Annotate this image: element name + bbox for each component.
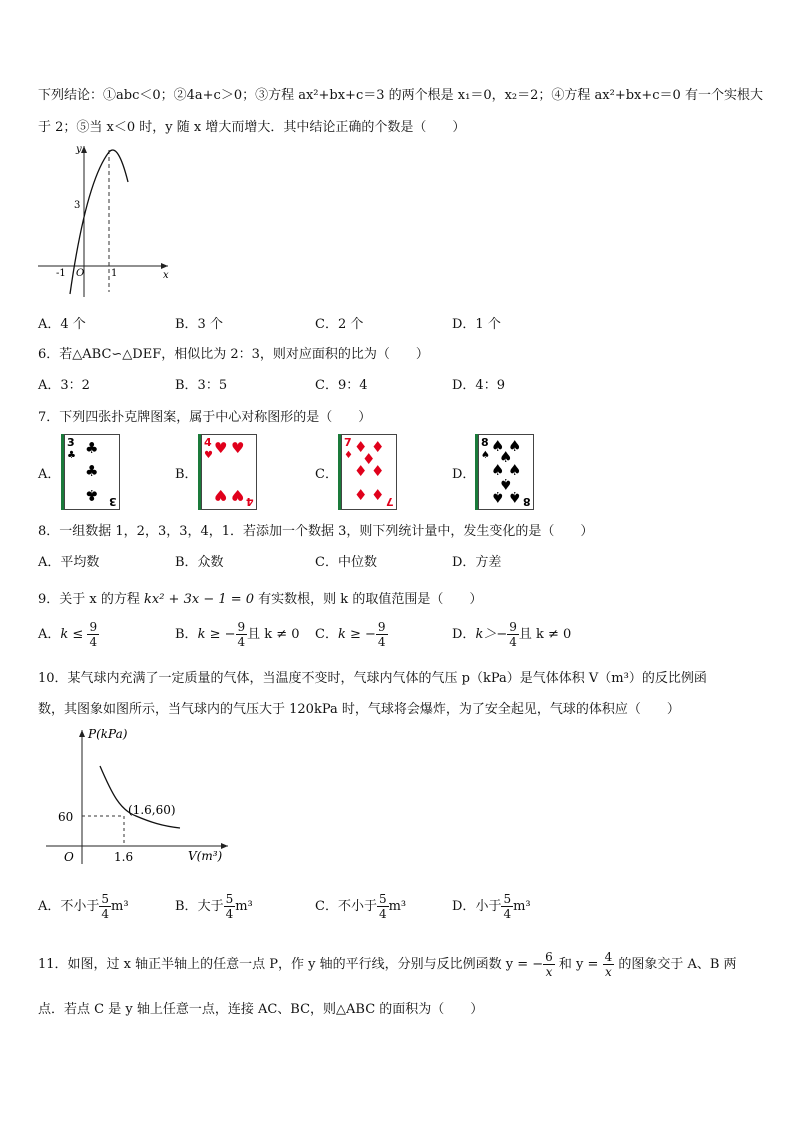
q9-b-num: 9 xyxy=(237,620,246,634)
q10-y-tick: 60 xyxy=(58,810,74,824)
diamond-icon: ♦ xyxy=(354,462,368,480)
q10-pressure-graph xyxy=(38,724,238,874)
q9-d-label: D． xyxy=(452,627,476,642)
q9-text xyxy=(38,588,482,607)
q11-pre: 11．如图，过 x 轴正半轴上的任意一点 P，作 y 轴的平行线，分别与反比例函数 y = − xyxy=(38,957,544,972)
card-d-rank-bottom: 8 xyxy=(523,495,531,508)
q6-option-b[interactable]: B．3：5 xyxy=(175,378,228,393)
q10-b-pre: 大于 xyxy=(197,899,224,914)
spade-icon: ♠ xyxy=(508,488,522,506)
q6-text: 6．若△ABC∽△DEF，相似比为 2：3，则对应面积的比为（ ） xyxy=(38,347,429,362)
q10-a-pre: 不小于 xyxy=(60,899,100,914)
q9-prefix: 9．关于 x 的方程 xyxy=(38,592,144,607)
q9-c-label: C． xyxy=(315,627,338,642)
q9-d-pre: k＞− xyxy=(475,627,508,642)
diamond-icon: ♦ xyxy=(371,486,385,504)
card-c[interactable] xyxy=(341,434,397,510)
q5-y-label: y xyxy=(76,144,82,155)
q10-b-den: 4 xyxy=(225,907,234,921)
q11-mid: 和 y = xyxy=(554,957,603,972)
q9-b-den: 4 xyxy=(237,635,246,649)
diamond-icon: ♦ xyxy=(362,450,376,468)
q5-option-c[interactable]: C．2 个 xyxy=(315,317,364,332)
q9-a-fraction xyxy=(87,620,99,649)
q9-c-den: 4 xyxy=(377,635,386,649)
card-c-rank-bottom: 7 xyxy=(386,495,394,508)
card-a-rank: 3 xyxy=(67,436,75,449)
q7-label-b[interactable]: B． xyxy=(175,467,198,482)
q10-origin: O xyxy=(64,850,74,864)
q10-b-num: 5 xyxy=(225,892,234,906)
heart-icon: ♥ xyxy=(214,439,228,457)
q10-d-label: D． xyxy=(452,899,476,914)
q10-a-den: 4 xyxy=(101,907,110,921)
q8-option-d[interactable]: D．方差 xyxy=(452,555,502,570)
diamond-icon: ♦ xyxy=(344,450,353,461)
q7-text: 7．下列四张扑克牌图案，属于中心对称图形的是（ ） xyxy=(38,410,372,425)
q10-d-pre: 小于 xyxy=(475,899,502,914)
q10-c-fraction xyxy=(377,892,389,921)
q6-option-c[interactable]: C．9：4 xyxy=(315,378,368,393)
card-d[interactable] xyxy=(478,434,534,510)
q5-parabola-graph xyxy=(36,142,176,302)
diamond-icon: ♦ xyxy=(371,462,385,480)
club-icon: ♣ xyxy=(85,439,99,457)
heart-icon: ♥ xyxy=(231,486,245,504)
q9-option-c[interactable] xyxy=(315,620,388,649)
q6-option-d[interactable]: D．4：9 xyxy=(452,378,505,393)
q7-label-a[interactable]: A． xyxy=(38,467,61,482)
card-b[interactable] xyxy=(201,434,257,510)
q11-f2-num: 4 xyxy=(604,950,613,964)
q9-d-den: 4 xyxy=(509,635,517,649)
diamond-icon: ♦ xyxy=(371,438,385,456)
card-d-rank: 8 xyxy=(481,436,489,449)
q7-label-c[interactable]: C． xyxy=(315,467,338,482)
q9-c-fraction xyxy=(376,620,388,649)
card-b-rank: 4 xyxy=(204,436,212,449)
q9-a-den: 4 xyxy=(89,635,98,649)
q8-option-a[interactable]: A．平均数 xyxy=(38,555,100,570)
club-icon: ♣ xyxy=(67,450,76,461)
q10-a-num: 5 xyxy=(101,892,110,906)
spade-icon: ♠ xyxy=(499,448,513,466)
q10-d-num: 5 xyxy=(503,892,512,906)
q10-c-unit: m³ xyxy=(388,899,407,914)
q10-c-num: 5 xyxy=(378,892,387,906)
q10-d-fraction xyxy=(501,892,513,921)
q9-b-fraction xyxy=(236,620,248,649)
q10-a-fraction xyxy=(99,892,111,921)
q9-equation: kx² + 3x − 1 = 0 xyxy=(144,592,255,607)
spade-icon: ♠ xyxy=(481,450,490,461)
q9-c-num: 9 xyxy=(377,620,386,634)
q5-line1: 下列结论：①abc＜0；②4a+c＞0；③方程 ax²+bx+c＝3 的两个根是 x₁＝0，x₂＝2；④方程 ax²+bx+c＝0 有一个实根大 xyxy=(38,88,763,103)
heart-icon: ♥ xyxy=(231,439,245,457)
q11-post: 的图象交于 A、B 两 xyxy=(614,957,737,972)
q9-a-pre: k ≤ xyxy=(60,627,88,642)
q10-x-tick: 1.6 xyxy=(114,850,134,864)
diamond-icon: ♦ xyxy=(354,438,368,456)
q11-fraction-1 xyxy=(543,950,555,979)
spade-icon: ♠ xyxy=(491,437,505,455)
card-b-rank-bottom: 4 xyxy=(246,495,254,508)
q10-x-label: V(m³) xyxy=(188,849,223,863)
q9-c-pre: k ≥ − xyxy=(337,627,376,642)
q5-tick-1: 1 xyxy=(111,268,118,279)
card-a-rank-bottom: 3 xyxy=(109,495,117,508)
q11-f2-den: x xyxy=(605,965,612,979)
q9-a-num: 9 xyxy=(89,620,98,634)
q5-option-b[interactable]: B．3 个 xyxy=(175,317,223,332)
q8-option-c[interactable]: C．中位数 xyxy=(315,555,377,570)
q10-option-b[interactable] xyxy=(175,892,253,921)
q10-point-label: (1.6,60) xyxy=(128,803,176,817)
q5-origin: O xyxy=(76,268,85,279)
q5-line2: 于 2；⑤当 x＜0 时，y 随 x 增大而增大．其中结论正确的个数是（ ） xyxy=(38,120,466,135)
q5-tick-neg1: -1 xyxy=(56,268,66,279)
q9-b-pre: k ≥ − xyxy=(197,627,236,642)
q10-c-pre: 不小于 xyxy=(337,899,377,914)
q11-fraction-2 xyxy=(603,950,615,979)
q7-label-d[interactable]: D． xyxy=(452,467,476,482)
q10-option-d[interactable] xyxy=(452,892,531,921)
q10-line2: 数，其图象如图所示，当气球内的气压大于 120kPa 时，气球将会爆炸，为了安全起见，气球的体积应（ ） xyxy=(38,702,680,717)
heart-icon: ♥ xyxy=(204,450,213,461)
q5-option-a[interactable]: A．4 个 xyxy=(38,317,86,332)
q10-line1: 10．某气球内充满了一定质量的气体，当温度不变时，气球内气体的气压 p（kPa）是气体体积 V（m³）的反比例函 xyxy=(38,671,707,686)
q5-x-label: x xyxy=(163,270,169,281)
card-c-rank: 7 xyxy=(344,436,352,449)
q9-d-fraction xyxy=(507,620,519,649)
q10-option-a[interactable] xyxy=(38,892,129,921)
club-icon: ♣ xyxy=(85,486,99,504)
q10-b-fraction xyxy=(224,892,236,921)
q11-f1-den: x xyxy=(545,965,553,979)
q10-b-label: B． xyxy=(175,899,198,914)
spade-icon: ♠ xyxy=(508,461,522,479)
diamond-icon: ♦ xyxy=(354,486,368,504)
q10-a-unit: m³ xyxy=(111,899,129,914)
q9-b-label: B． xyxy=(175,627,198,642)
q10-a-label: A． xyxy=(38,899,61,914)
card-a[interactable] xyxy=(64,434,120,510)
q10-option-c[interactable] xyxy=(315,892,406,921)
q10-c-den: 4 xyxy=(378,907,387,921)
q10-d-den: 4 xyxy=(503,907,512,921)
q9-a-label: A． xyxy=(38,627,61,642)
q9-b-post: 且 k ≠ 0 xyxy=(247,627,300,642)
q5-option-d[interactable]: D．1 个 xyxy=(452,317,501,332)
q9-suffix: 有实数根，则 k 的取值范围是（ ） xyxy=(254,592,483,607)
q8-option-b[interactable]: B．众数 xyxy=(175,555,224,570)
club-icon: ♣ xyxy=(85,462,99,480)
spade-icon: ♠ xyxy=(491,488,505,506)
q9-option-a[interactable] xyxy=(38,620,99,649)
q11-line1 xyxy=(38,950,737,979)
q6-option-a[interactable]: A．3：2 xyxy=(38,378,90,393)
q10-b-unit: m³ xyxy=(235,899,253,914)
q11-line2: 点．若点 C 是 y 轴上任意一点，连接 AC、BC，则△ABC 的面积为（ ） xyxy=(38,1002,484,1017)
q5-tick-3: 3 xyxy=(74,200,81,211)
q10-c-label: C． xyxy=(315,899,338,914)
spade-icon: ♠ xyxy=(508,437,522,455)
q9-option-d[interactable] xyxy=(452,620,571,649)
q9-d-post: 且 k ≠ 0 xyxy=(518,627,572,642)
spade-icon: ♠ xyxy=(491,461,505,479)
heart-icon: ♥ xyxy=(214,486,228,504)
q11-f1-num: 6 xyxy=(545,950,553,964)
q9-d-num: 9 xyxy=(509,620,517,634)
q8-text: 8．一组数据 1，2，3，3，4，1．若添加一个数据 3，则下列统计量中，发生变化的是（ ） xyxy=(38,524,594,539)
q10-d-unit: m³ xyxy=(513,899,531,914)
q10-y-label: P(kPa) xyxy=(88,727,128,741)
q9-option-b[interactable] xyxy=(175,620,300,649)
spade-icon: ♠ xyxy=(499,475,513,493)
